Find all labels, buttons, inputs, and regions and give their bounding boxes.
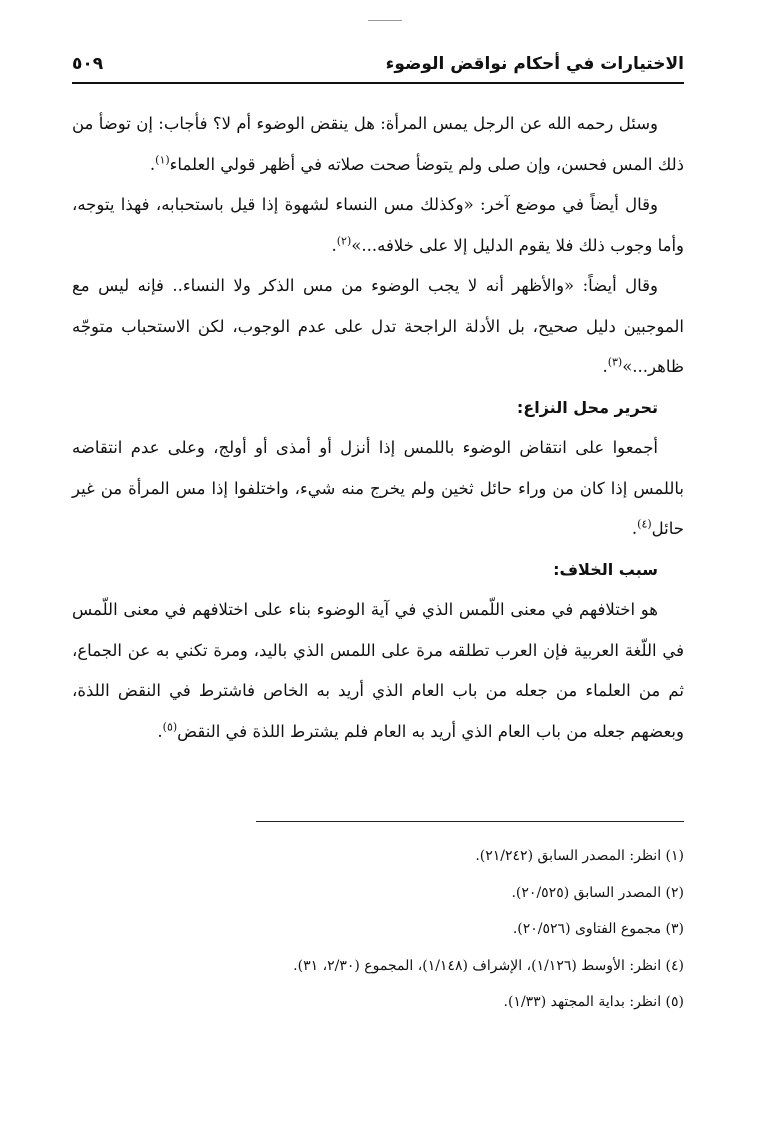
paragraph-5 bbox=[72, 590, 684, 752]
footnote-ref-5[interactable]: (٥) bbox=[162, 720, 178, 733]
footnote-3: (٣) مجموع الفتاوى (٢٠/٥٢٦). bbox=[512, 921, 684, 937]
paragraph-5-end: . bbox=[157, 721, 163, 741]
footnotes bbox=[72, 838, 684, 1021]
paragraph-4 bbox=[72, 428, 684, 550]
footnote-5: (٥) انظر: بداية المجتهد (١/٣٣). bbox=[503, 994, 684, 1010]
header-rule bbox=[72, 82, 684, 84]
footnote-ref-4[interactable]: (٤) bbox=[637, 517, 652, 531]
paragraph-3-end: . bbox=[602, 357, 608, 376]
running-title: الاختيارات في أحكام نواقض الوضوء bbox=[385, 54, 684, 74]
paragraph-3 bbox=[72, 266, 684, 388]
paragraph-3-text: وقال أيضاً: «والأظهر أنه لا يجب الوضوء من مس الذكر ولا النساء.. فإنه ليس مع الموجبين دليل صحيح، بل الأدلة الراجحة تدل على عدم الوجوب، لكن الاستحباب متوجّه ظاهر...» bbox=[72, 276, 684, 376]
section-heading-dispute: تحرير محل النزاع: bbox=[516, 397, 658, 417]
paragraph-5-text: هو اختلافهم في معنى اللّمس الذي في آية الوضوء بناء على اختلافهم في معنى اللّمس في اللّغة العربية فإن العرب تطلقه مرة على اللمس الذي باليد، ومرة تكني به عن الجماع، ثم من العلماء من جعله من باب العام الذي أريد به الخاص فاشترط في النقض اللذة، وبعضهم جعله من باب العام الذي أريد به العام فلم يشترط اللذة في النقض bbox=[72, 600, 684, 741]
paragraph-4-text: أجمعوا على انتقاض الوضوء باللمس إذا أنزل أو أمذى أو أولج، وعلى عدم انتقاضه باللمس إذا كان من وراء حائل ثخين ولم يخرج منه شيء، واختلفوا إذا مس المرأة من غير حائل bbox=[72, 438, 684, 538]
footnote-1: (١) انظر: المصدر السابق (٢١/٢٤٢). bbox=[475, 848, 684, 864]
paragraph-2 bbox=[72, 185, 684, 266]
main-text bbox=[72, 104, 684, 752]
paragraph-4-end: . bbox=[631, 519, 638, 538]
paragraph-1-end: . bbox=[149, 154, 156, 174]
top-mark bbox=[368, 20, 402, 21]
page-number: ٥٠٩ bbox=[72, 54, 104, 74]
footnote-4: (٤) انظر: الأوسط (١/١٢٦)، الإشراف (١/١٤٨)، المجموع (٢/٣٠، ٣١). bbox=[293, 957, 684, 974]
page-header bbox=[72, 50, 684, 78]
footnote-ref-1[interactable]: (١) bbox=[155, 153, 170, 166]
paragraph-2-end: . bbox=[331, 235, 337, 255]
section-heading-cause: سبب الخلاف: bbox=[553, 559, 658, 579]
footnote-ref-2[interactable]: (٢) bbox=[336, 234, 352, 247]
paragraph-2-text: وقال أيضاً في موضع آخر: «وكذلك مس النساء لشهوة إذا قيل باستحبابه، فهذا يتوجه، وأما وجوب ذلك فلا يقوم الدليل إلا على خلافه...» bbox=[72, 195, 684, 255]
paragraph-1 bbox=[72, 104, 684, 185]
footnote-2: (٢) المصدر السابق (٢٠/٥٢٥). bbox=[511, 884, 684, 901]
footnote-ref-3[interactable]: (٣) bbox=[607, 355, 623, 369]
paragraph-1-text: وسئل رحمه الله عن الرجل يمس المرأة: هل ينقض الوضوء أم لا؟ فأجاب: إن توضأ من ذلك المس فحسن، وإن صلى ولم يتوضأ صحت صلاته في أظهر قولي العلماء bbox=[72, 114, 684, 174]
footnote-rule bbox=[256, 821, 684, 822]
